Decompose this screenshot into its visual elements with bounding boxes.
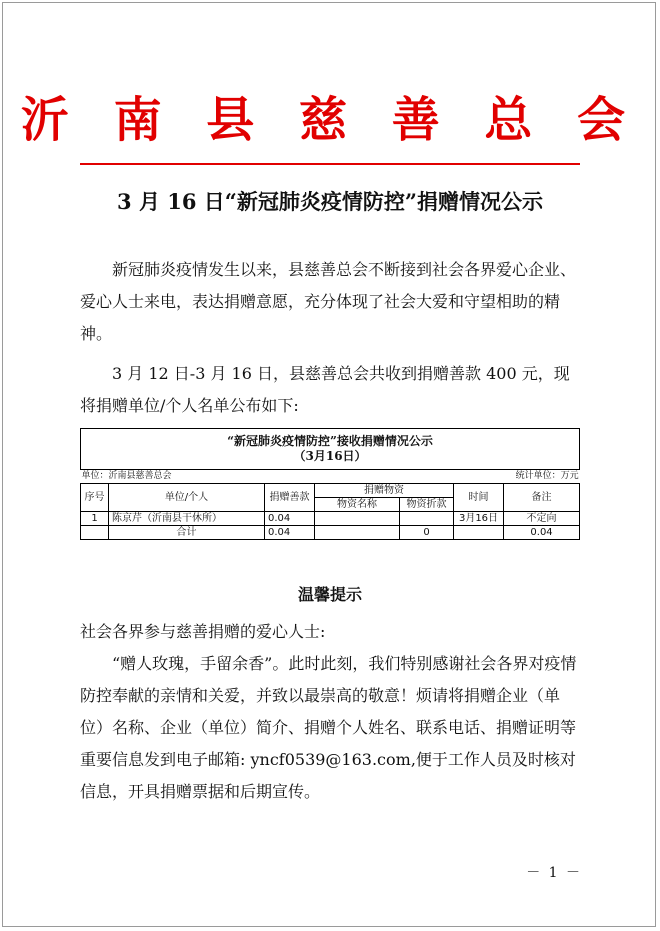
total-amount: 0.04 — [265, 526, 315, 540]
document-title: 3 月 16 日“新冠肺炎疫情防控”捐赠情况公示 — [117, 189, 543, 214]
total-goods-name — [315, 526, 400, 540]
donation-table — [80, 428, 580, 540]
intro-paragraph-2: 3 月 12 日-3 月 16 日，县慈善总会共收到捐赠善款 400 元，现将捐赠单位/个人名单公布如下: — [80, 364, 570, 415]
table-unit-left: 单位：沂南县慈善总会 — [81, 470, 400, 484]
total-seq — [81, 526, 109, 540]
row-name: 陈京芹（沂南县干休所） — [109, 512, 265, 526]
row-seq: 1 — [81, 512, 109, 526]
table-row — [81, 512, 580, 526]
total-note: 0.04 — [504, 526, 580, 540]
header-goods-name: 物资名称 — [315, 498, 400, 512]
org-name-heading: 沂 南 县 慈 善 总 会 — [20, 92, 640, 148]
tips-greeting: 社会各界参与慈善捐赠的爱心人士: — [80, 622, 326, 641]
tips-body: “赠人玫瑰，手留余香”。此时此刻，我们特别感谢社会各界对疫情防控奉献的亲情和关爱，并致以最崇高的敬意！烦请将捐赠企业（单位）名称、企业（单位）简介、捐赠个人姓名、联系电话、捐赠证明等重要信息发到电子邮箱: yncf0539@163.com,便于工作人员及时核对信息，开具捐赠票据和后期宣传。 — [80, 654, 577, 801]
row-note: 不定向 — [504, 512, 580, 526]
header-name: 单位/个人 — [109, 484, 265, 512]
row-goods-value — [400, 512, 454, 526]
row-goods-name — [315, 512, 400, 526]
red-divider-line — [80, 163, 580, 165]
header-time: 时间 — [454, 484, 504, 512]
table-caption-date: （3月16日） — [293, 449, 367, 463]
table-total-row — [81, 526, 580, 540]
header-goods-value: 物资折款 — [400, 498, 454, 512]
total-time — [454, 526, 504, 540]
header-goods: 捐赠物资 — [315, 484, 454, 498]
table-unit-right: 统计单位：万元 — [400, 470, 580, 484]
header-seq: 序号 — [81, 484, 109, 512]
tips-heading: 温馨提示 — [297, 585, 362, 604]
header-note: 备注 — [504, 484, 580, 512]
header-amount: 捐赠善款 — [265, 484, 315, 512]
intro-paragraph-1: 新冠肺炎疫情发生以来，县慈善总会不断接到社会各界爱心企业、爱心人士来电，表达捐赠意愿，充分体现了社会大爱和守望相助的精神。 — [80, 260, 577, 343]
total-goods-value: 0 — [400, 526, 454, 540]
row-amount: 0.04 — [265, 512, 315, 526]
table-caption-title: “新冠肺炎疫情防控”接收捐赠情况公示 — [227, 434, 433, 448]
page-number: － 1 － — [526, 865, 582, 881]
table-caption — [81, 429, 580, 470]
total-label: 合计 — [109, 526, 265, 540]
row-time: 3月16日 — [454, 512, 504, 526]
